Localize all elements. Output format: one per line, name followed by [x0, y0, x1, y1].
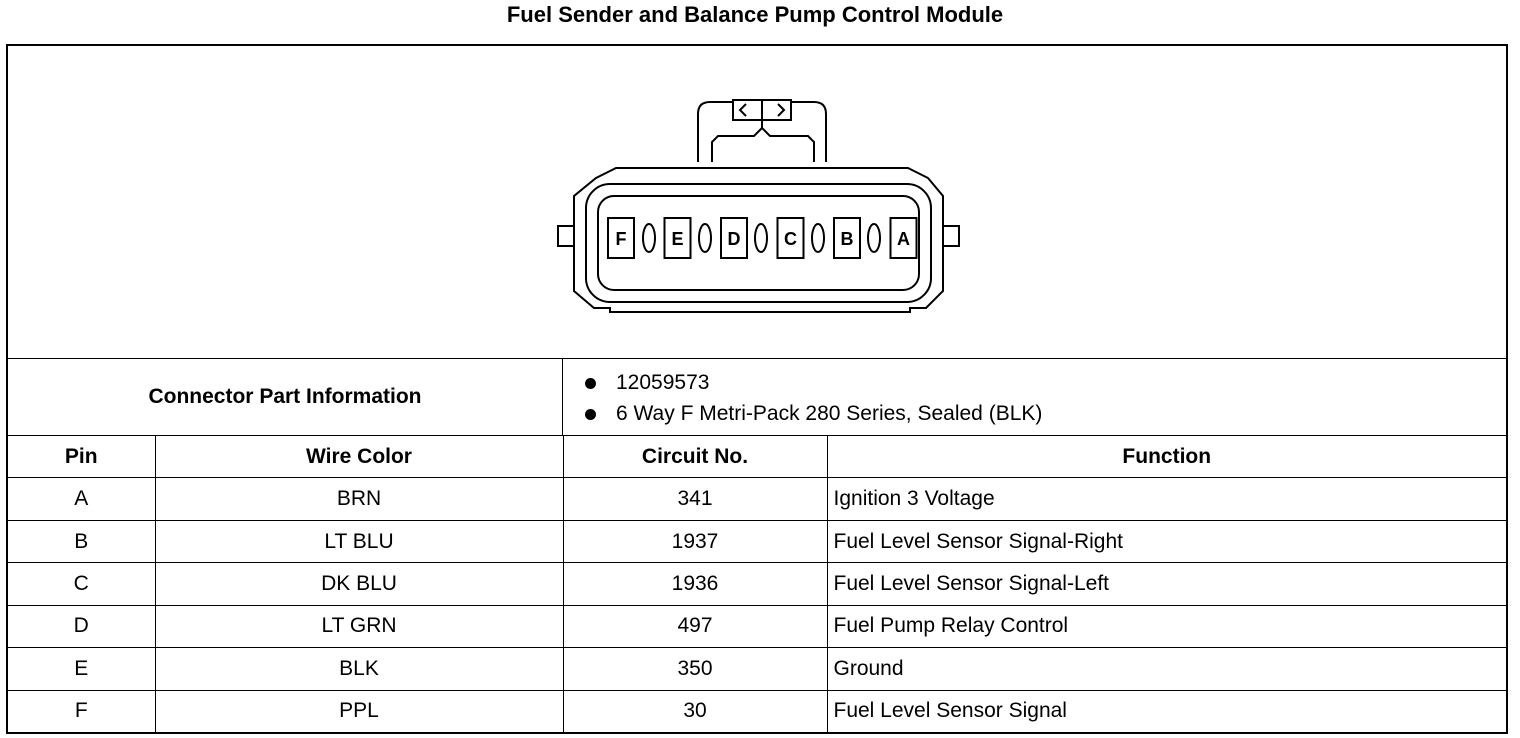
connector-sheet — [6, 44, 1508, 734]
part-number-item — [585, 370, 709, 396]
function-cell: Fuel Level Sensor Signal-Left — [827, 563, 1506, 605]
wire-color-cell: DK BLU — [155, 563, 563, 605]
wire-color-cell: LT GRN — [155, 605, 563, 647]
table-row — [8, 478, 1506, 520]
function-cell: Fuel Level Sensor Signal-Right — [827, 520, 1506, 562]
connector-diagram — [8, 46, 1506, 359]
pin-cell: D — [8, 605, 155, 647]
function-cell: Fuel Pump Relay Control — [827, 605, 1506, 647]
bullet-icon — [585, 409, 596, 420]
pin-cell: C — [8, 563, 155, 605]
table-row — [8, 520, 1506, 562]
pin-cell: A — [8, 478, 155, 520]
wire-color-cell: BLK — [155, 648, 563, 690]
wire-color-cell: LT BLU — [155, 520, 563, 562]
pin-label-d: D — [727, 229, 741, 249]
connector-type: 6 Way F Metri-Pack 280 Series, Sealed (BLK) — [616, 402, 1043, 425]
wire-color-cell: BRN — [155, 478, 563, 520]
pinout-table — [8, 436, 1506, 732]
function-cell: Ground — [827, 648, 1506, 690]
circuit-cell: 341 — [563, 478, 827, 520]
column-header-pin: Pin — [8, 436, 155, 478]
pin-label-e: E — [671, 229, 684, 249]
part-number: 12059573 — [616, 371, 710, 394]
circuit-cell: 30 — [563, 690, 827, 732]
pin-label-b: B — [840, 229, 854, 249]
connector-face-drawing — [8, 46, 1506, 358]
connector-part-info-label: Connector Part Information — [8, 359, 563, 436]
wire-color-cell: PPL — [155, 690, 563, 732]
column-header-function: Function — [827, 436, 1506, 478]
circuit-cell: 1936 — [563, 563, 827, 605]
pin-cell: B — [8, 520, 155, 562]
pin-label-a: A — [897, 229, 910, 249]
column-header-circuit-no: Circuit No. — [563, 436, 827, 478]
table-row — [8, 648, 1506, 690]
pin-label-c: C — [784, 229, 797, 249]
pin-cell: F — [8, 690, 155, 732]
pin-label-f: F — [615, 229, 627, 249]
pin-cell: E — [8, 648, 155, 690]
connector-type-item — [585, 401, 1042, 427]
table-row — [8, 605, 1506, 647]
connector-part-info — [563, 359, 1506, 436]
table-header-row — [8, 436, 1506, 478]
bullet-icon — [585, 378, 596, 389]
column-header-wire-color: Wire Color — [155, 436, 563, 478]
function-cell: Ignition 3 Voltage — [827, 478, 1506, 520]
circuit-cell: 497 — [563, 605, 827, 647]
circuit-cell: 1937 — [563, 520, 827, 562]
page-title: Fuel Sender and Balance Pump Control Module — [506, 2, 1004, 27]
table-row — [8, 563, 1506, 605]
circuit-cell: 350 — [563, 648, 827, 690]
function-cell: Fuel Level Sensor Signal — [827, 690, 1506, 732]
table-row — [8, 690, 1506, 732]
